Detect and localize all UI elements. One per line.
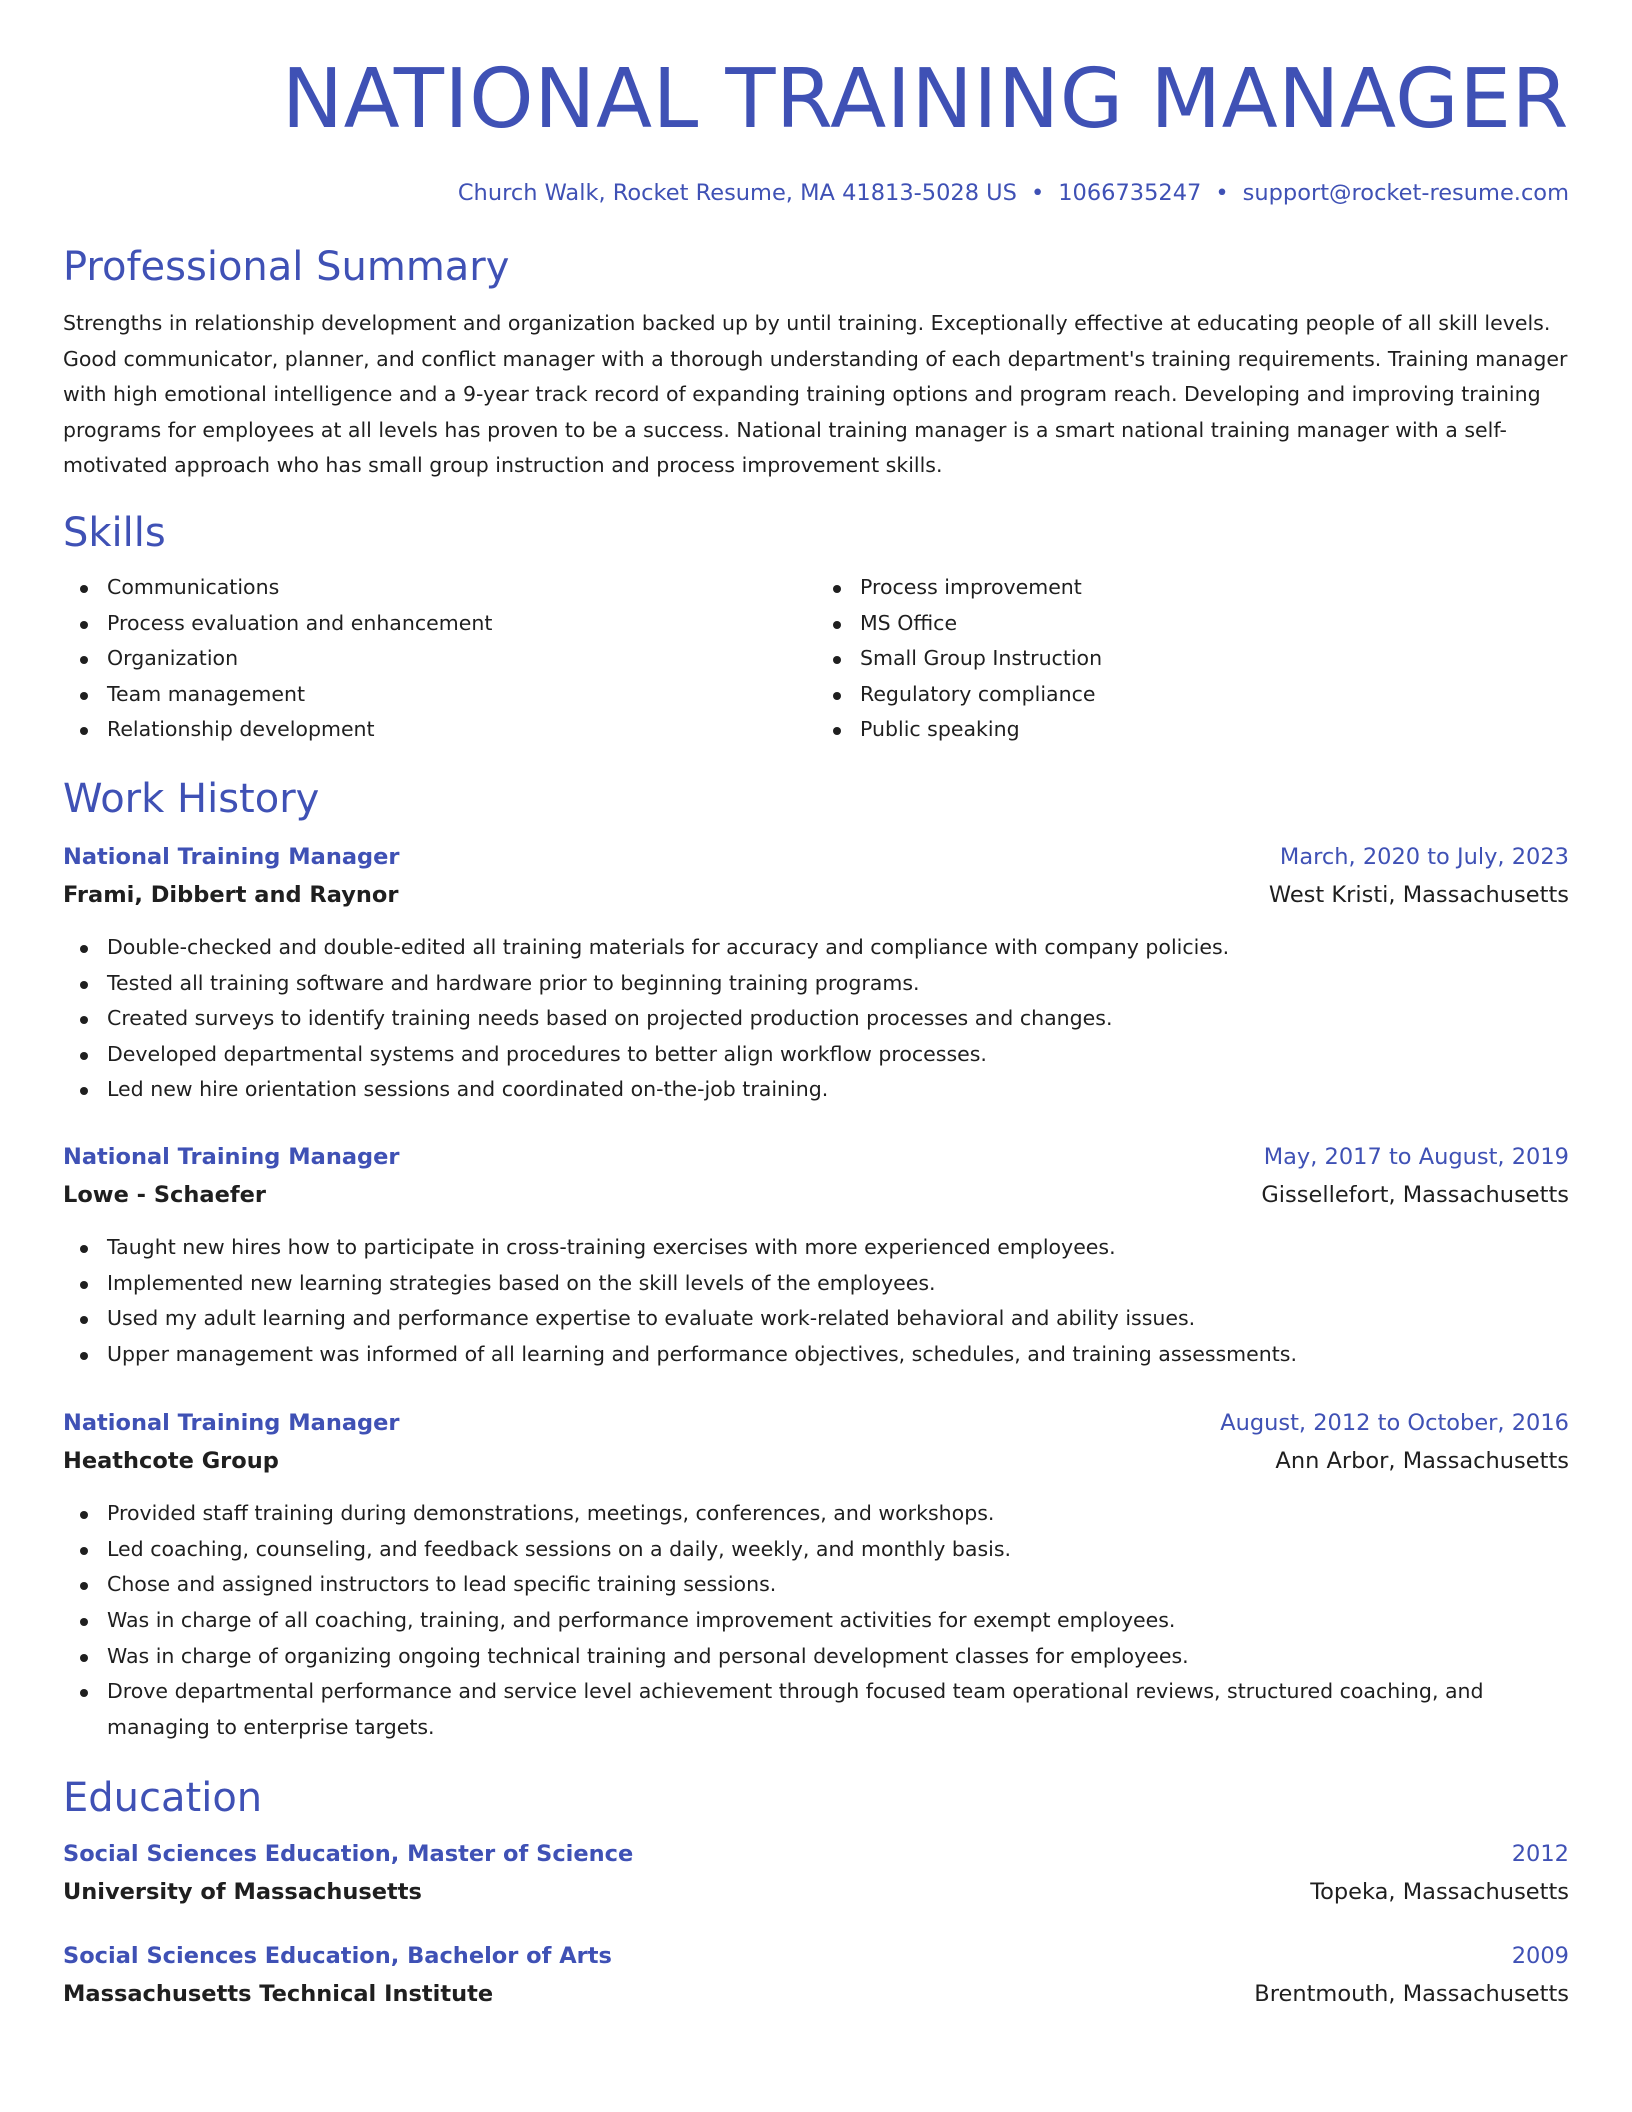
job-company-row — [63, 1442, 1569, 1480]
job-header-row — [63, 1404, 1569, 1442]
education-header-row — [63, 1937, 1569, 1975]
job-title: National Training Manager — [63, 1410, 400, 1437]
education-year: 2009 — [1511, 1943, 1569, 1970]
education-school-row — [63, 1873, 1569, 1911]
job-company: Heathcote Group — [63, 1448, 279, 1475]
skill-item: Relationship development — [63, 712, 816, 748]
job-company-row — [63, 1176, 1569, 1214]
education-header-row — [63, 1835, 1569, 1873]
skill-item: MS Office — [816, 606, 1569, 642]
summary-text: Strengths in relationship development and organization backed up by until training. Exceptionally effective at educating people of all skill levels. Good communicator, planner, and conflict manager with a thorough understanding of each department's training requirements. Training manager with high emotional intelligence and a 9-year track record of expanding training options and program reach. Developing and improving training programs for employees at all levels has proven to be a success. National training manager is a smart national training manager with a self-motivated approach who has small group instruction and process improvement skills. — [63, 311, 1568, 478]
education-location: Topeka, Massachusetts — [1310, 1879, 1569, 1906]
education-school-row — [63, 1975, 1569, 2013]
education-degree: Social Sciences Education, Bachelor of Arts — [63, 1943, 612, 1970]
job-bullet: Led new hire orientation sessions and coordinated on-the-job training. — [63, 1072, 1569, 1108]
skill-item: Process improvement — [816, 570, 1569, 606]
job-header-row — [63, 838, 1569, 876]
skills-column-left — [63, 570, 816, 748]
job-bullet: Was in charge of all coaching, training, and performance improvement activities for exempt employees. — [63, 1603, 1569, 1639]
education-heading: Education — [63, 1775, 263, 1822]
job-dates: May, 2017 to August, 2019 — [1263, 1143, 1569, 1170]
skills-column-right — [816, 570, 1569, 748]
education-year: 2012 — [1511, 1841, 1569, 1868]
skills-heading: Skills — [63, 509, 166, 556]
skill-item: Organization — [63, 641, 816, 677]
job-company-row — [63, 876, 1569, 914]
job-company: Lowe - Schaefer — [63, 1181, 266, 1208]
education-entry — [63, 1937, 1569, 2013]
job-bullet: Was in charge of organizing ongoing technical training and personal development classes for employees. — [63, 1639, 1569, 1675]
job-entry — [63, 1404, 1569, 1745]
skill-item: Communications — [63, 570, 816, 606]
job-bullets — [63, 1230, 1569, 1372]
education-degree: Social Sciences Education, Master of Science — [63, 1841, 634, 1868]
job-title: National Training Manager — [63, 843, 400, 870]
job-bullets — [63, 1496, 1569, 1745]
contact-address: Church Walk, Rocket Resume, MA 41813-5028 US — [457, 180, 1017, 206]
work-history-heading: Work History — [63, 775, 320, 822]
job-entry — [63, 838, 1569, 1108]
job-bullet: Tested all training software and hardware prior to beginning training programs. — [63, 966, 1569, 1002]
job-bullet: Used my adult learning and performance expertise to evaluate work-related behavioral and ability issues. — [63, 1301, 1569, 1337]
job-header-row — [63, 1138, 1569, 1176]
contact-separator: • — [1030, 180, 1045, 206]
contact-line — [63, 178, 1569, 208]
skill-item: Public speaking — [816, 712, 1569, 748]
education-entry — [63, 1835, 1569, 1911]
job-bullet: Developed departmental systems and procedures to better align workflow processes. — [63, 1037, 1569, 1073]
job-bullet: Provided staff training during demonstrations, meetings, conferences, and workshops. — [63, 1496, 1569, 1532]
job-entry — [63, 1138, 1569, 1372]
education-location: Brentmouth, Massachusetts — [1254, 1981, 1569, 2008]
job-company: Frami, Dibbert and Raynor — [63, 881, 399, 908]
skills-list — [63, 570, 1569, 748]
job-location: West Kristi, Massachusetts — [1268, 881, 1569, 908]
contact-separator: • — [1215, 180, 1229, 206]
job-bullet: Led coaching, counseling, and feedback sessions on a daily, weekly, and monthly basis. — [63, 1532, 1569, 1568]
job-bullet: Implemented new learning strategies based on the skill levels of the employees. — [63, 1266, 1569, 1302]
skill-item: Small Group Instruction — [816, 641, 1569, 677]
education-school: Massachusetts Technical Institute — [63, 1981, 494, 2008]
job-bullet: Taught new hires how to participate in cross-training exercises with more experienced employees. — [63, 1230, 1569, 1266]
job-bullet: Drove departmental performance and service level achievement through focused team operational reviews, structured coaching, and managing to enterprise targets. — [63, 1674, 1569, 1745]
job-bullet: Created surveys to identify training needs based on projected production processes and changes. — [63, 1001, 1569, 1037]
job-bullet: Upper management was informed of all learning and performance objectives, schedules, and training assessments. — [63, 1337, 1569, 1373]
job-title: National Training Manager — [63, 1143, 400, 1170]
job-location: Gissellefort, Massachusetts — [1261, 1181, 1569, 1208]
job-bullet: Double-checked and double-edited all training materials for accuracy and compliance with company policies. — [63, 930, 1569, 966]
skill-item: Team management — [63, 677, 816, 713]
job-bullet: Chose and assigned instructors to lead specific training sessions. — [63, 1567, 1569, 1603]
education-school: University of Massachusetts — [63, 1879, 422, 1906]
contact-email: support@rocket-resume.com — [1242, 180, 1569, 206]
resume-name: NATIONAL TRAINING MANAGER — [281, 52, 1569, 147]
job-location: Ann Arbor, Massachusetts — [1275, 1448, 1569, 1475]
skill-item: Regulatory compliance — [816, 677, 1569, 713]
job-dates: August, 2012 to October, 2016 — [1220, 1410, 1569, 1437]
skill-item: Process evaluation and enhancement — [63, 606, 816, 642]
job-bullets — [63, 930, 1569, 1108]
job-dates: March, 2020 to July, 2023 — [1279, 843, 1569, 870]
contact-phone: 1066735247 — [1058, 180, 1202, 206]
summary-heading: Professional Summary — [63, 244, 510, 290]
